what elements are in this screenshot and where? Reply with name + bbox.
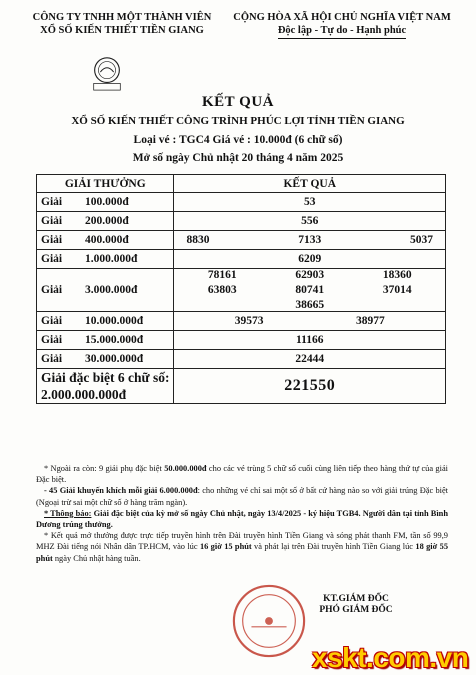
prize-amount: 10.000.000đ [85,315,144,327]
winning-number: 5037 [409,234,433,246]
winning-number: 7133 [298,234,322,246]
prize-word: Giải [41,196,63,208]
prize-word: Giải [41,334,63,346]
winning-number: 38977 [355,315,385,327]
special-winning-number: 221550 [284,377,336,394]
winning-number: 18360 [382,269,412,281]
special-prize-row [37,369,446,404]
note-broadcast: * Kết quả mở thưởng được trực tiếp truyền hình trên Đài truyền hình Tiền Giang và sóng phát thanh FM, tần số 99,9 MHZ Đài tiếng nói Nhân dân TP.HCM, vào lúc 16 giờ 15 phút và phát lại trên Đài truyền hình Tiền Giang lúc 18 giờ 55 phút ngày Chủ nhật hàng tuần. [36,531,449,563]
nation-header [224,11,460,39]
nation-line1: CỘNG HÒA XÃ HỘI CHỦ NGHĨA VIỆT NAM [233,12,451,23]
winning-number: 11166 [296,334,324,346]
table-row [37,350,446,369]
prize-amount: 30.000.000đ [85,353,144,365]
prize-amount: 400.000đ [85,234,129,246]
column-header-prize: GIẢI THƯỞNG [37,175,174,193]
signature-title-2: PHÓ GIÁM ĐỐC [319,605,393,615]
special-prize-label: Giải đặc biệt 6 chữ số: [41,370,170,385]
winning-number: 6209 [298,253,322,265]
table-row [37,312,446,331]
winning-number: 8830 [186,234,210,246]
signature-title-1: KT.GIÁM ĐỐC [323,594,389,604]
winning-number: 53 [303,196,316,208]
draw-date: Mở số ngày Chủ nhật 20 tháng 4 năm 2025 [132,152,344,164]
prize-word: Giải [41,284,63,296]
table-header-row [37,175,446,193]
company-line2: XỔ SỐ KIẾN THIẾT TIỀN GIANG [40,25,204,36]
note-consolation: * Ngoài ra còn: 9 giải phụ đặc biệt 50.000.000đ cho các vé trùng 5 chữ số cuối cùng liên tiếp theo hàng thứ tự của giải Đặc biệt. [36,464,448,485]
table-row [37,193,446,212]
winning-number: 22444 [295,353,325,365]
winning-number: 38665 [295,299,325,311]
table-row [37,231,446,250]
prize-word: Giải [41,215,63,227]
winning-number: 63803 [207,284,237,296]
company-logo-icon [88,54,126,92]
results-table [36,174,446,404]
winning-number: 39573 [234,315,264,327]
note-announcement: * Thông báo: Giải đặc biệt của kỳ mở số ngày Chủ nhật, ngày 13/4/2025 - ký hiệu TGB4. Người dân tại tỉnh Bình Dương trúng thưởng. [36,508,448,530]
table-row [37,212,446,231]
table-row [37,269,446,312]
notes-section [36,463,448,564]
prize-amount: 15.000.000đ [85,334,144,346]
winning-number: 78161 [207,269,237,281]
winning-number: 62903 [295,269,325,281]
nation-motto: Độc lập - Tự do - Hạnh phúc [278,24,406,39]
column-header-result: KẾT QUẢ [174,175,446,193]
prize-amount: 1.000.000đ [85,253,138,265]
company-header [22,11,222,37]
prize-word: Giải [41,315,63,327]
prize-word: Giải [41,234,63,246]
prize-amount: 100.000đ [85,196,129,208]
special-prize-amount: 2.000.000.000đ [41,387,127,402]
note-encouragement: - 45 Giải khuyến khích mỗi giải 6.000.000đ: cho những vé chỉ sai một số ở bất cứ hàng nào so với giải trúng Đặc biệt (Ngoại trừ sai một chữ số ở hàng trăm ngàn). [36,486,448,507]
site-watermark: xskt.com.vn [312,642,469,673]
company-line1: CÔNG TY TNHH MỘT THÀNH VIÊN [32,12,212,23]
winning-number: 80741 [295,284,325,296]
table-row [37,331,446,350]
prize-word: Giải [41,353,63,365]
table-row [37,250,446,269]
winning-number: 556 [301,215,319,227]
signature-block [296,594,416,616]
winning-number: 37014 [382,284,412,296]
organization-name: XỔ SỐ KIẾN THIẾT CÔNG TRÌNH PHÚC LỢI TỈNH TIỀN GIANG [71,115,405,127]
prize-word: Giải [41,253,63,265]
prize-amount: 200.000đ [85,215,129,227]
prize-amount: 3.000.000đ [85,284,138,296]
ticket-info: Loại vé : TGC4 Giá vé : 10.000đ (6 chữ số) [133,134,343,146]
document-title: KẾT QUẢ [202,94,274,110]
